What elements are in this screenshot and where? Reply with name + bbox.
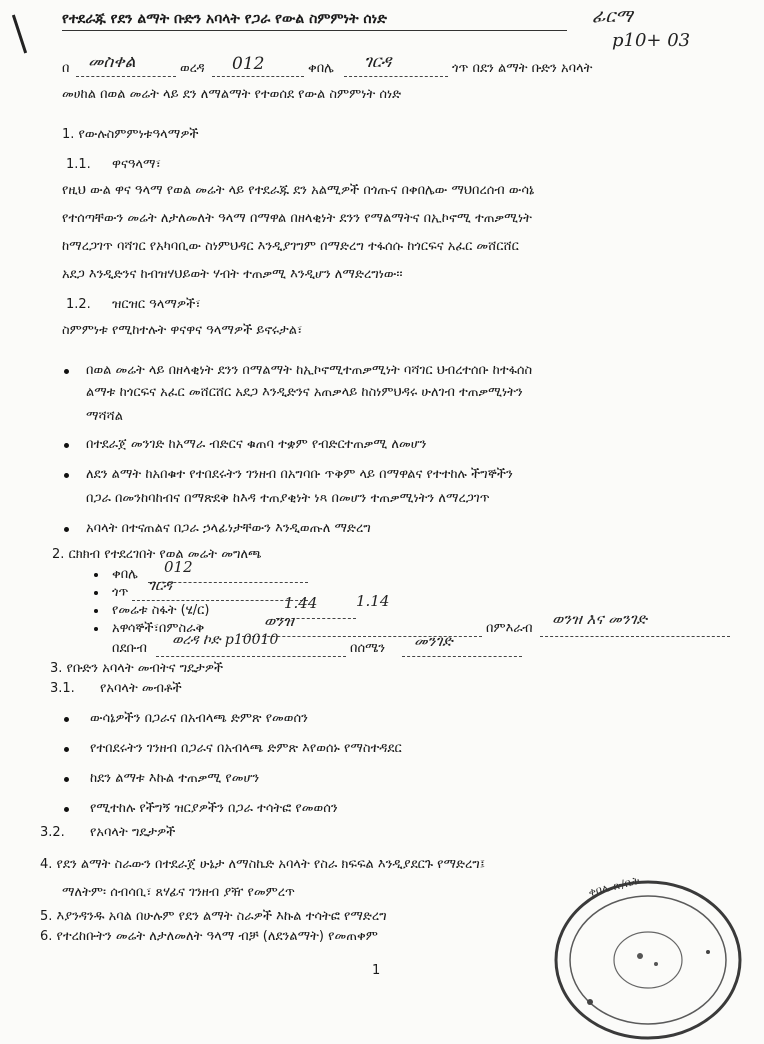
section3-1-number: 3.1. bbox=[50, 681, 75, 696]
west-value: ወንዝ እና መንገድ bbox=[552, 610, 647, 628]
purpose-line: የተሰጣቸውን መሬት ለታለመለት ዓላማ በማዋል በዘላቂነት ደንን የማልማትና በኢኮኖሚ ተጠቃሚነት bbox=[62, 211, 532, 226]
got-value: ገርዳ bbox=[148, 576, 173, 594]
kebele-value: 012 bbox=[164, 558, 193, 576]
south-label: በደቡብ bbox=[112, 641, 147, 656]
list-item: ውሳኔዎችን በጋራና በአብላጫ ድምጽ የመወሰን bbox=[90, 711, 308, 726]
list-item: ለደን ልማት ከአበቁተ የተበደሩትን ገንዘብ በአግባቡ ጥቅም ላይ በማዋልና የተተከሉ ችግኞችን bbox=[86, 467, 513, 482]
bullet-dot bbox=[64, 747, 69, 752]
bullet-dot bbox=[94, 609, 98, 613]
kebele-fill-line bbox=[212, 76, 304, 77]
label-kebele: ቀበሌ bbox=[308, 61, 334, 76]
bullet-dot bbox=[94, 591, 98, 595]
list-item: የተበደሩትን ገንዘብ በጋራና በአብላጫ ድምጽ እየወሰኑ የማስተዳደር bbox=[90, 741, 402, 756]
bullet-dot bbox=[64, 443, 69, 448]
section1-2-number: 1.2. bbox=[66, 297, 91, 312]
east-value: ወንዝ bbox=[264, 612, 294, 630]
list-item: ከደን ልማቱ እኩል ተጠቃሚ የመሆን bbox=[90, 771, 260, 786]
label-wereda: ወረዳ bbox=[180, 61, 205, 76]
handwritten-name: መስቀል bbox=[88, 52, 136, 72]
handwritten-got: ገርዳ bbox=[364, 52, 392, 72]
section2-heading: 2. ርክክብ የተደረገበት የወል መሬት መግለጫ bbox=[52, 547, 262, 562]
bullet-dot bbox=[94, 627, 98, 631]
purpose-line: ከማረጋገጥ ባሻገር የአካባቢው ስነምህዳር እንዲያገግም በማድረግ ተፋሰሱ ከጎርፍና አፈር መሸርሸር bbox=[62, 239, 519, 254]
list-item: በወል መሬት ላይ በዘላቂነት ደንን በማልማት ከኢኮኖሚተጠቃሚነት ባሻገር ህብረተሰቡ ከተፋሰስ bbox=[86, 363, 533, 378]
title-underline bbox=[62, 30, 567, 31]
item5: 5. እያንዳንዱ አባል በሁሉም የደን ልማት ስራዎች እኩል ተሳትፎ የማድረግ bbox=[40, 909, 387, 924]
bullet-dot bbox=[94, 573, 98, 577]
north-value: መንገድ bbox=[414, 632, 453, 650]
list-item: በጋራ በመንከባከብና በማጽደቅ ከእዳ ተጠያቂነት ነጻ በመሆን ተጠቃሚነትን ለማረጋገጥ bbox=[86, 491, 490, 506]
bullet-dot bbox=[64, 717, 69, 722]
bullet-dot bbox=[64, 473, 69, 478]
section1-1-heading: ዋናዓላማ፣ bbox=[112, 157, 161, 172]
name-fill-line bbox=[76, 76, 176, 77]
margin-pen-mark bbox=[12, 15, 27, 54]
section1-2-intro: ስምምነቱ የሚከተሉት ዋናዋና ዓላማዎች ይኖሩታል፣ bbox=[62, 323, 303, 338]
stamp-seal-graphic bbox=[530, 860, 760, 1040]
got-label: ጎጥ bbox=[112, 585, 129, 600]
item4-line1: 4. የደን ልማት ስራውን በተደራጀ ሁኔታ ለማስኬድ አባላት የስራ ክፍፍል እንዲያደርጉ የማድረግ፤ bbox=[40, 857, 486, 872]
west-label: በምእራብ bbox=[486, 621, 533, 636]
section1-1-number: 1.1. bbox=[66, 157, 91, 172]
section3-2-heading: የአባላት ግዴታዎች bbox=[90, 825, 176, 840]
corner-note: p10+ 03 bbox=[612, 30, 691, 51]
west-line bbox=[540, 636, 730, 637]
purpose-line: የዚህ ውል ዋና ዓላማ የወል መሬት ላይ የተደራጁ ደን አልሚዎች በጎጡና በቀበሌው ማህበረሰብ ውሳኔ bbox=[62, 183, 535, 198]
neighbors-label: አዋሳኞች፣በምስራቅ bbox=[112, 621, 205, 636]
item6: 6. የተረከቡትን መሬት ለታለመለት ዓላማ ብቻ (ለደንልማት) የመጠቀም bbox=[40, 929, 378, 944]
intro-prefix: በ bbox=[62, 61, 70, 76]
official-stamp bbox=[530, 860, 760, 1040]
section3-2-number: 3.2. bbox=[40, 825, 65, 840]
section1-2-heading: ዝርዝር ዓላማዎች፣ bbox=[112, 297, 201, 312]
list-item: በተደራጀ መንገድ ከአማራ ብድርና ቁጠባ ተቋም የብድርተጠቃሚ ለመሆን bbox=[86, 437, 427, 452]
list-item: የሚተከሉ የችግኝ ዝርያዎችን በጋራ ተሳትፎ የመወሰን bbox=[90, 801, 338, 816]
page-number: 1 bbox=[372, 963, 381, 978]
bullet-dot bbox=[64, 369, 69, 374]
area-extra: 1.14 bbox=[356, 592, 390, 610]
purpose-line: አደጋ እንዲድንና ከብዝሃህይወት ሃብት ተጠቃሚ እንዲሆን ለማድረግነው፡፡ bbox=[62, 267, 403, 282]
stamp-text: ቀበሌ ጽ/ቤት bbox=[587, 873, 641, 900]
item4-line2: ማለትም፡ ሰብሳቢ፣ ጸሃፊና ገንዘብ ያዥ የመምረጥ bbox=[62, 885, 295, 900]
got-fill-line bbox=[344, 76, 448, 77]
area-label: የመሬቱ ስፋት (ሄ/ር) bbox=[112, 603, 210, 618]
bullet-dot bbox=[64, 527, 69, 532]
section3-1-heading: የአባላት መብቶች bbox=[100, 681, 182, 696]
section1-heading: 1. የውሉስምምነቱዓላማዎች bbox=[62, 127, 199, 142]
intro-line1-rest: ጎጥ በደን ልማት ቡድን አባላት bbox=[452, 61, 593, 76]
north-line bbox=[402, 656, 522, 657]
list-item: ማሻሻል bbox=[86, 409, 123, 424]
document-title: የተደራጁ የደን ልማት ቡድን አባላት የጋራ የውል ስምምነት ሰነድ bbox=[62, 11, 387, 27]
title-signature: ፊርማ bbox=[592, 6, 633, 27]
section3-heading: 3. የቡድን አባላት መብትና ግዴታዎች bbox=[50, 661, 224, 676]
south-line bbox=[156, 656, 346, 657]
intro-line2: መሀከል በወል መሬት ላይ ደን ለማልማት የተወሰደ የውል ስምምነት ሰነድ bbox=[62, 87, 402, 102]
north-label: በሰሜን bbox=[350, 641, 386, 656]
kebele-label: ቀበሌ bbox=[112, 567, 138, 582]
south-value: ወረዳ ኮድ p10010 bbox=[172, 632, 279, 648]
bullet-dot bbox=[64, 807, 69, 812]
area-value: 1.44 bbox=[284, 594, 318, 612]
list-item: ልማቱ ከጎርፍና አፈር መሸርሸር አደጋ እንዲድንና አጠቃላይ ከስነምህዳሩ ሁለገብ ተጠቃሚነትን bbox=[86, 385, 523, 400]
bullet-dot bbox=[64, 777, 69, 782]
handwritten-kebele: 012 bbox=[232, 54, 265, 74]
got-line bbox=[132, 600, 308, 601]
list-item: አባላት በተናጠልና በጋራ ኃላፊነታቸውን እንዲወጡለ ማድረግ bbox=[86, 521, 371, 536]
